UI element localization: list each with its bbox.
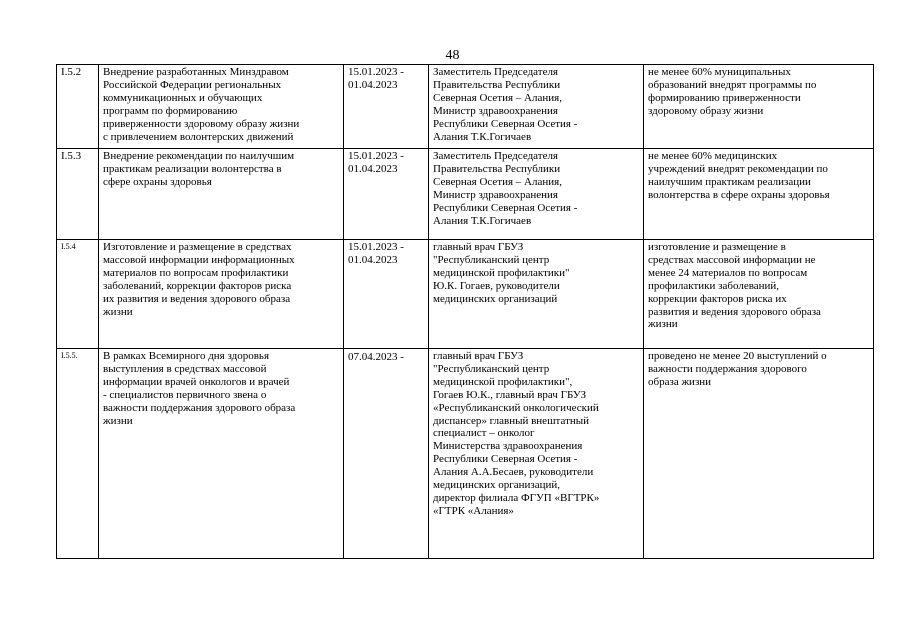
result-cell: не менее 60% медицинских учреждений внедрят рекомендации по наилучшим практикам реализации волонтерства в сфере охраны здоровья — [644, 149, 874, 240]
event-cell: Внедрение разработанных Минздравом Российской Федерации региональных коммуникационных и обучающих программ по формированию приверженности здоровому образу жизни с привлечением волонтерских движений — [99, 65, 344, 149]
row-number-cell: I.5.3 — [57, 149, 99, 240]
table-row — [57, 349, 874, 559]
responsible-cell: Заместитель Председателя Правительства Республики Северная Осетия – Алания, Министр здравоохранения Республики Северная Осетия - Алания Т.К.Гогичаев — [429, 65, 644, 149]
result-cell: изготовление и размещение в средствах массовой информации не менее 24 материалов по вопросам профилактики заболеваний, коррекции факторов риска их развития и ведения здорового образа жизни — [644, 240, 874, 349]
table-row — [57, 149, 874, 240]
row-number-cell: I.5.5. — [57, 349, 99, 559]
responsible-cell: главный врач ГБУЗ "Республиканский центр медицинской профилактики" Ю.К. Гогаев, руководители медицинских организаций — [429, 240, 644, 349]
term-cell: 15.01.2023 - 01.04.2023 — [344, 149, 429, 240]
plan-table — [56, 64, 874, 559]
table-row — [57, 65, 874, 149]
term-cell: 15.01.2023 - 01.04.2023 — [344, 240, 429, 349]
result-cell: проведено не менее 20 выступлений о важности поддержания здорового образа жизни — [644, 349, 874, 559]
table-row — [57, 240, 874, 349]
event-cell: В рамках Всемирного дня здоровья выступления в средствах массовой информации врачей онкологов и врачей - специалистов первичного звена о важности поддержания здорового образа жизни — [99, 349, 344, 559]
term-cell: 15.01.2023 - 01.04.2023 — [344, 65, 429, 149]
event-cell: Внедрение рекомендации по наилучшим практикам реализации волонтерства в сфере охраны здоровья — [99, 149, 344, 240]
result-cell: не менее 60% муниципальных образований внедрят программы по формированию приверженности здоровому образу жизни — [644, 65, 874, 149]
term-cell: 07.04.2023 - — [344, 349, 429, 559]
responsible-cell: главный врач ГБУЗ "Республиканский центр медицинской профилактики", Гогаев Ю.К., главный врач ГБУЗ «Республиканский онкологический диспансер» главный внештатный специалист – онколог Министерства здравоохранения Республики Северная Осетия - Алания А.А.Бесаев, руководители медицинских организаций, директор филиала ФГУП «ВГТРК» «ГТРК «Алания» — [429, 349, 644, 559]
row-number-cell: I.5.2 — [57, 65, 99, 149]
event-cell: Изготовление и размещение в средствах массовой информации информационных материалов по вопросам профилактики заболеваний, коррекции факторов риска их развития и ведения здорового образа жизни — [99, 240, 344, 349]
row-number-cell: I.5.4 — [57, 240, 99, 349]
page-number: 48 — [445, 48, 460, 63]
responsible-cell: Заместитель Председателя Правительства Республики Северная Осетия – Алания, Министр здравоохранения Республики Северная Осетия - Алания Т.К.Гогичаев — [429, 149, 644, 240]
